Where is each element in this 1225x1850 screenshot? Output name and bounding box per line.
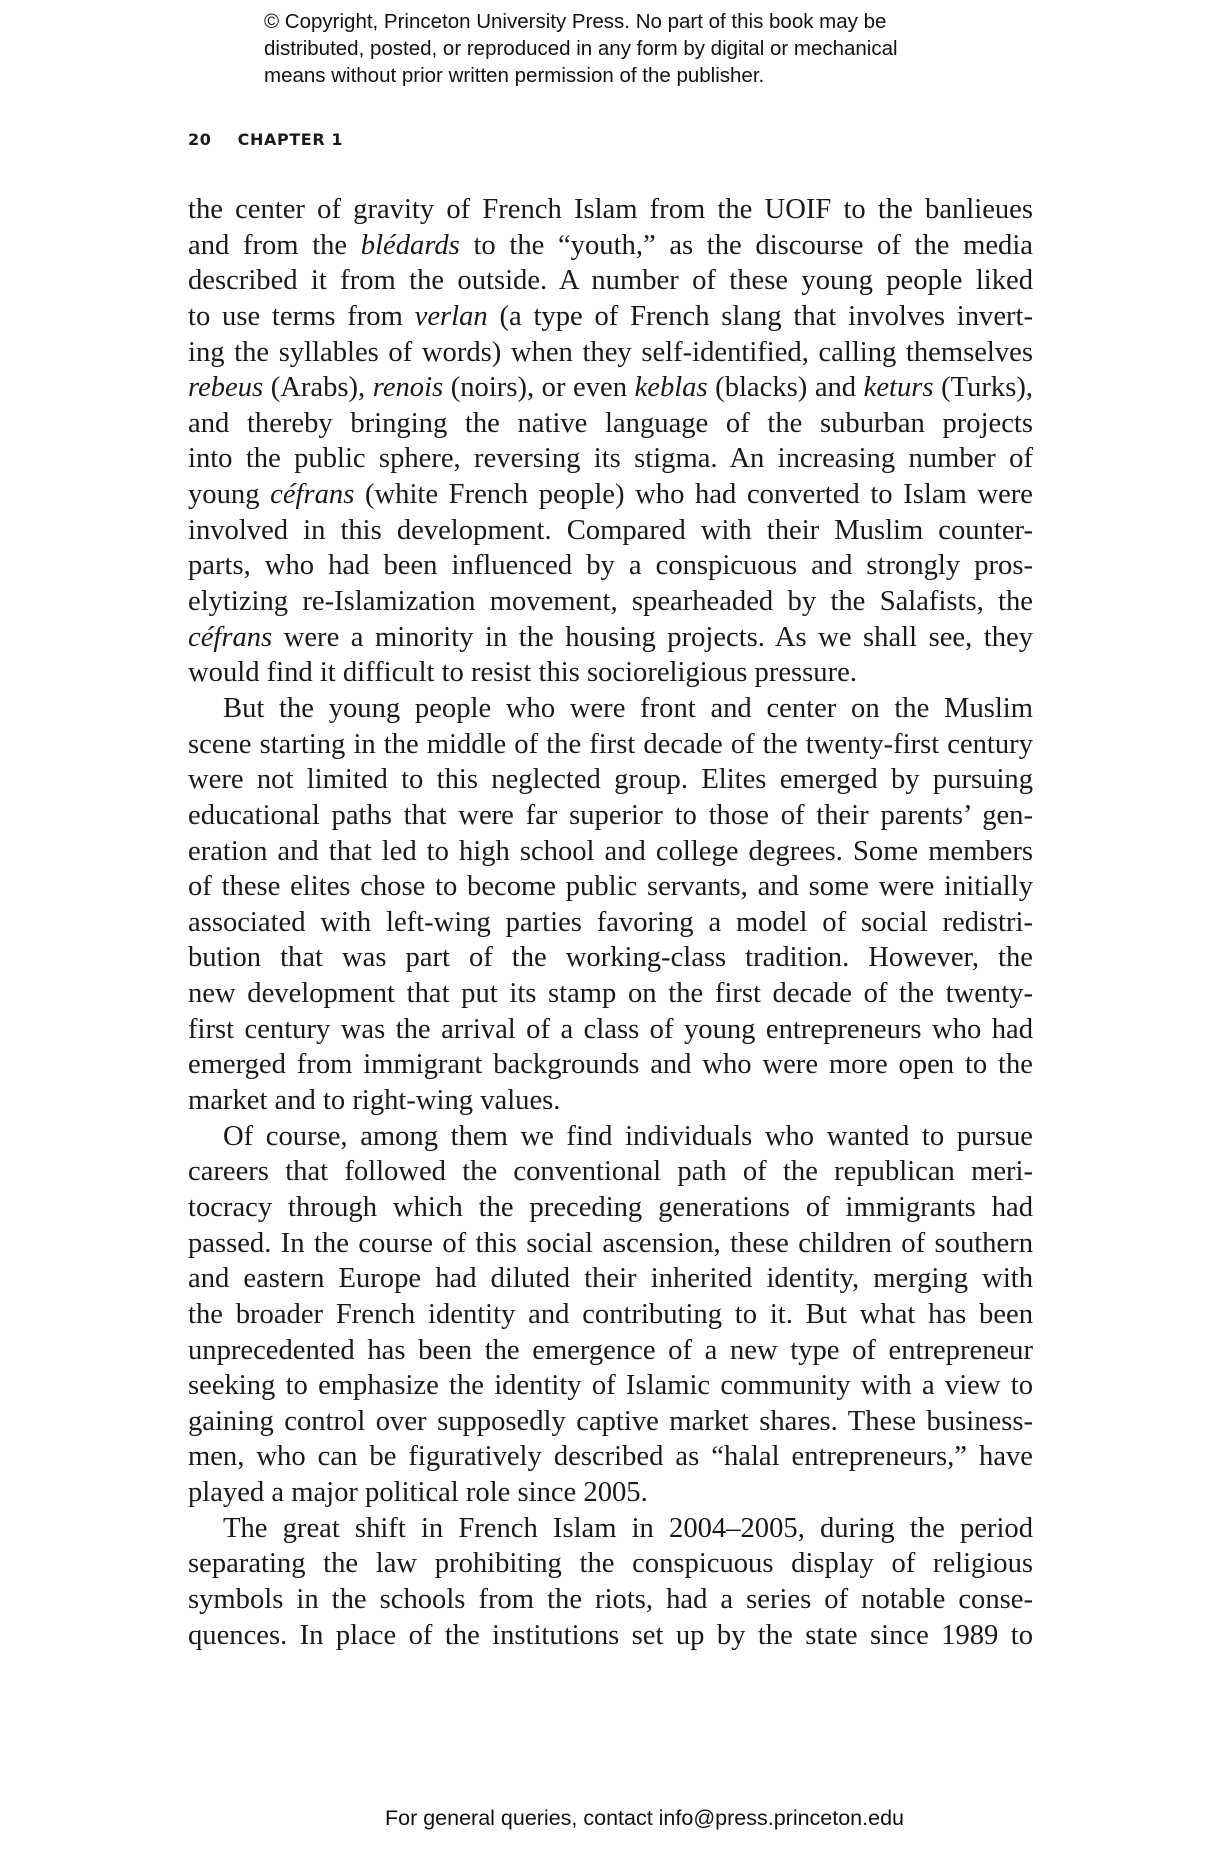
text-line: described it from the outside. A number of these young people liked [188,265,1033,297]
copyright-line: means without prior written permission of the publisher. [264,64,765,87]
italic-term: céfrans [270,479,355,511]
text-line: symbols in the schools from the riots, had a series of notable conse- [188,1583,1033,1615]
italic-term: blédards [360,229,460,261]
text-line: passed. In the course of this social ascension, these children of southern [188,1227,1033,1259]
text-line: emerged from immigrant backgrounds and who were more open to the [188,1049,1033,1081]
text-line: rebeus (Arabs), renois (noirs), or even keblas (blacks) and keturs (Turks), [188,372,1033,404]
italic-term: keblas [634,372,708,404]
text-line: scene starting in the middle of the first decade of the twenty-first century [188,728,1033,760]
text-line: to use terms from verlan (a type of French slang that involves invert- [188,300,1033,332]
copyright-line: © Copyright, Princeton University Press. No part of this book may be [264,10,887,33]
text-line: Of course, among them we find individuals who wanted to pursue [223,1120,1033,1152]
text-line: céfrans were a minority in the housing projects. As we shall see, they [188,621,1033,653]
italic-term: rebeus [188,372,264,404]
italic-term: céfrans [188,621,273,653]
text-line: But the young people who were front and center on the Muslim [223,692,1033,724]
text-line: The great shift in French Islam in 2004–2005, during the period [223,1512,1033,1544]
text-line: first century was the arrival of a class of young entrepreneurs who had [188,1013,1033,1045]
text-line: parts, who had been influenced by a conspicuous and strongly pros- [188,550,1033,582]
italic-term: renois [372,372,444,404]
text-line: market and to right-wing values. [188,1085,561,1117]
text-line: and eastern Europe had diluted their inherited identity, merging with [188,1263,1033,1295]
body-text [188,192,1033,1653]
text-line: bution that was part of the working-class tradition. However, the [188,942,1033,974]
text-line: separating the law prohibiting the conspicuous display of religious [188,1548,1033,1580]
text-line: the center of gravity of French Islam from the UOIF to the banlieues [188,194,1033,225]
text-line: involved in this development. Compared with their Muslim counter- [188,514,1033,546]
text-line: and thereby bringing the native language of the suburban projects [188,407,1033,439]
italic-term: verlan [414,300,488,332]
italic-term: keturs [863,372,934,404]
text-line: careers that followed the conventional path of the republican meri- [188,1156,1033,1188]
text-line: tocracy through which the preceding generations of immigrants had [188,1191,1033,1223]
chapter-label: CHAPTER 1 [237,130,344,149]
text-line: young céfrans (white French people) who had converted to Islam were [188,479,1033,511]
copyright-notice [264,8,1024,89]
text-line: and from the blédards to the “youth,” as the discourse of the media [188,229,1033,261]
text-line: elytizing re-Islamization movement, spearheaded by the Salafists, the [188,586,1033,618]
text-line: would find it difficult to resist this socioreligious pressure. [188,657,857,689]
text-line: educational paths that were far superior to those of their parents’ gen- [188,799,1033,831]
page-number: 20 [188,130,212,149]
text-line: played a major political role since 2005. [188,1477,648,1509]
footer [0,1806,1225,1831]
text-line: were not limited to this neglected group. Elites emerged by pursuing [188,764,1033,796]
text-line: eration and that led to high school and college degrees. Some members [188,835,1033,867]
running-head [188,130,343,149]
text-line: quences. In place of the institutions set up by the state since 1989 to [188,1619,1033,1651]
text-line: into the public sphere, reversing its stigma. An increasing number of [188,443,1033,475]
text-line: of these elites chose to become public servants, and some were initially [188,871,1033,903]
copyright-line: distributed, posted, or reproduced in any form by digital or mechanical [264,37,898,60]
text-line: men, who can be figuratively described as “halal entrepreneurs,” have [188,1441,1033,1473]
text-line: associated with left-wing parties favoring a model of social redistri- [188,906,1033,938]
text-line: new development that put its stamp on the first decade of the twenty- [188,978,1033,1010]
contact-text: For general queries, contact info@press.princeton.edu [384,1806,904,1830]
text-line: gaining control over supposedly captive market shares. These business- [188,1405,1033,1437]
text-line: the broader French identity and contributing to it. But what has been [188,1298,1033,1330]
text-line: ing the syllables of words) when they self-identified, calling themselves [188,336,1033,368]
text-line: unprecedented has been the emergence of a new type of entrepreneur [188,1334,1033,1366]
text-line: seeking to emphasize the identity of Islamic community with a view to [188,1370,1033,1402]
